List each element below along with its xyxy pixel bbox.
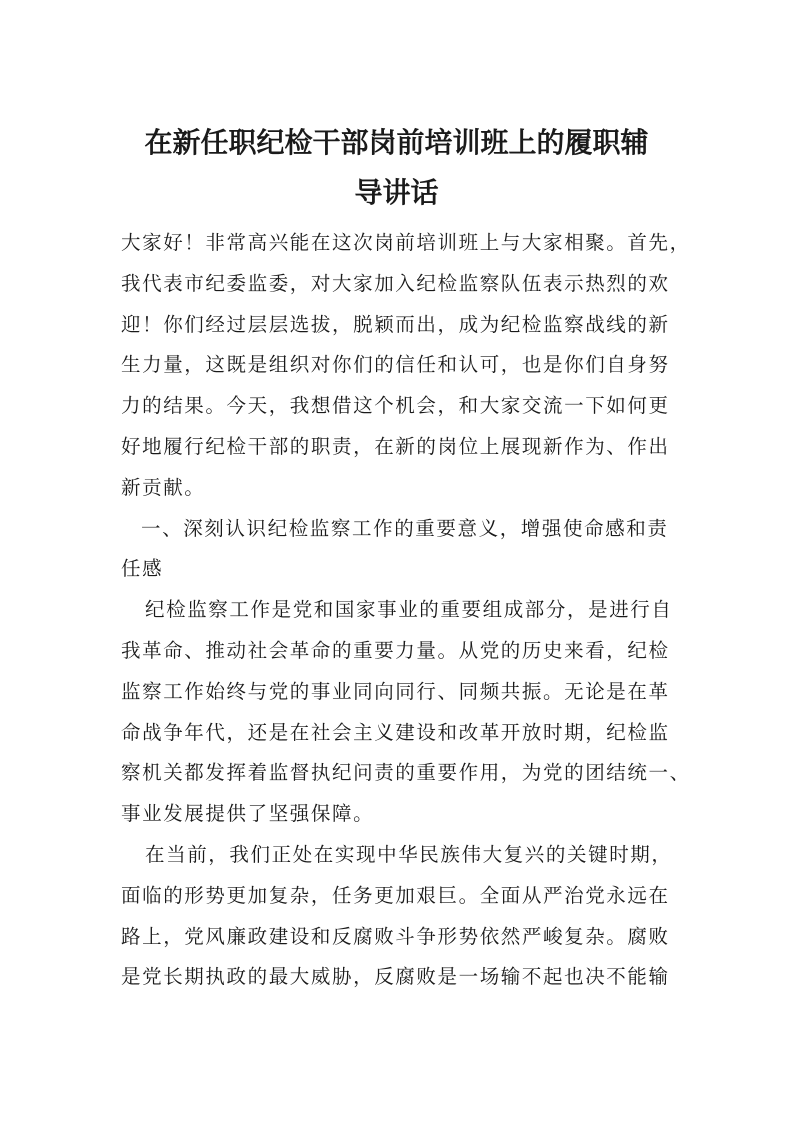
body-line: 监察工作始终与党的事业同向同行、同频共振。无论是在革: [121, 679, 670, 703]
body-line: 迎！你们经过层层选拔，脱颖而出，成为纪检监察战线的新: [121, 312, 670, 336]
body-line: 新贡献。: [121, 475, 206, 499]
body-line: 是党长期执政的最大威胁，反腐败是一场输不起也决不能输: [121, 965, 670, 989]
body-line: 大家好！非常高兴能在这次岗前培训班上与大家相聚。首先，: [121, 231, 691, 254]
body-line: 察机关都发挥着监督执纪问责的重要作用，为党的团结统一、: [121, 761, 691, 785]
section-heading-line: 一、深刻认识纪检监察工作的重要意义，增强使命感和责: [141, 516, 669, 540]
body-line: 面临的形势更加复杂，任务更加艰巨。全面从严治党永远在: [121, 883, 670, 907]
body-line: 我代表市纪委监委，对大家加入纪检监察队伍表示热烈的欢: [121, 271, 670, 295]
document-title-line-1: 在新任职纪检干部岗前培训班上的履职辅: [144, 126, 649, 159]
body-line: 我革命、推动社会革命的重要力量。从党的历史来看，纪检: [121, 638, 670, 662]
body-line: 事业发展提供了坚强保障。: [121, 802, 375, 826]
document-title-line-2: 导讲话: [354, 176, 439, 209]
body-line: 在当前，我们正处在实现中华民族伟大复兴的关键时期，: [145, 842, 673, 866]
document-body: [121, 223, 691, 998]
body-line: 力的结果。今天，我想借这个机会，和大家交流一下如何更: [121, 394, 670, 418]
section-heading-line: 任感: [121, 557, 164, 581]
body-line: 纪检监察工作是党和国家事业的重要组成部分，是进行自: [145, 598, 673, 622]
body-line: 生力量，这既是组织对你们的信任和认可，也是你们自身努: [121, 353, 670, 377]
body-line: 命战争年代，还是在社会主义建设和改革开放时期，纪检监: [121, 720, 670, 744]
body-line: 路上，党风廉政建设和反腐败斗争形势依然严峻复杂。腐败: [121, 924, 670, 948]
body-line: 好地履行纪检干部的职责，在新的岗位上展现新作为、作出: [121, 434, 670, 458]
